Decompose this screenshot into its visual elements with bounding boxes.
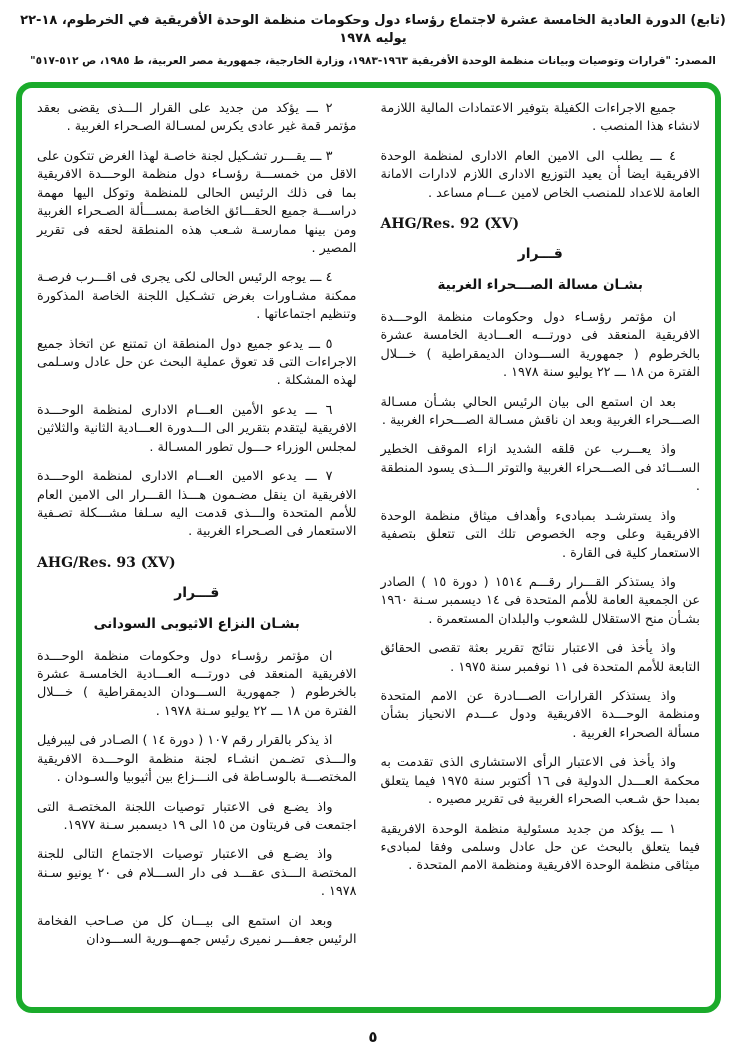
document-frame — [16, 82, 721, 1013]
column-left — [37, 100, 357, 995]
page-header — [10, 12, 736, 67]
paragraph: واذ يأخذ فى الاعتبار نتائج تقرير بعثة تقصى الحقائق التابعة للأمم المتحدة فى ١١ نوفمبر سنة ١٩٧٥ . — [380, 641, 700, 675]
paragraph: واذ يسترشـد بمبادىء وأهداف ميثاق منظمة الوحدة الافريقية وعلى وجه الخصوص تلك التى تتعلق بتصفية الاستعمار كلية فى القارة . — [380, 508, 700, 561]
resolution-subject-ethiopia-sudan: بشـان النزاع الاثيوبى السودانى — [93, 616, 300, 633]
paragraph-preamble: ان مؤتمر رؤسـاء دول وحكومات منظمة الوحـــدة الافريقية المنعقد فى دورتـــه العـــادية الخامسة عشرة بالخرطوم ( جمهورية الســـودان الديمقراطية ) خـــلال الفترة من ١٨ ـــ ٢٢ يوليو سنة ١٩٧٨ . — [380, 309, 700, 381]
paragraph-item-4: ٤ ـــ يطلب الى الامين العام الادارى لمنظمة الوحدة الافريقية ايضا أن يعيد التوزيع الادارى اللازم لادارات الامانة العامة للاعداد للمنصب الخاص لامين عـــام مساعد . — [380, 148, 700, 201]
header-session-title: (تابع) الدورة العادية الخامسة عشرة لاجتماع رؤساء دول وحكومات منظمة الوحدة الأفريقية في الخرطوم، ١٨-٢٢ يوليه ١٩٧٨ — [20, 13, 726, 47]
paragraph: وبعد ان استمع الى بيـــان كل من صـاحب الفخامة الرئيس جعفـــر نميرى رئيس جمهـــورية الســـودان — [37, 913, 357, 948]
resolution-heading: قـــرار — [517, 246, 563, 263]
header-source-citation: المصدر: "قرارات وتوصيات وبيانات منظمة الوحدة الأفريقية ١٩٦٣-١٩٨٣، وزارة الخارجية، جمهورية مصر العربية، ط ١٩٨٥، ص ٥١٢-٥١٧" — [30, 55, 716, 68]
paragraph: اذ يذكر بالقرار رقم ١٠٧ ( دورة ١٤ ) الصـادر فى ليبرفيل والـــذى تضـمن انشـاء لجنة منظمة الوحـــدة الافريقية المختصـــة بالوسـاطة فى النـــزاع بين أثيوبيا والسـودان . — [37, 733, 357, 786]
resolution-subject-western-sahara: بشـان مسالة الصـــحراء الغربية — [437, 277, 643, 294]
paragraph-item-5: ٥ ـــ يدعو جميع دول المنطقة ان تمتنع عن اتخاذ جميع الاجراءات التى قد تعوق عملية البحث عن حل عادل وسـلمى لهذه المشكلة . — [37, 336, 357, 389]
paragraph: واذ يستذكر القـــرار رقـــم ١٥١٤ ( دورة ١٥ ) الصادر عن الجمعية العامة للأمم المتحدة فى ١٤ ديسمبر سـنة ١٩٦٠ بشـأن منح الاستقلال للشعوب والبلدان المستعمرة . — [380, 574, 700, 627]
page-number: ٥ — [368, 1028, 378, 1046]
paragraph: واذ يضـع فى الاعتبار توصيات اللجنة المختصـة التى اجتمعت فى فريتاون من ١٥ الى ١٩ ديسمبر سـنة ١٩٧٧. — [37, 799, 357, 833]
paragraph-item-6: ٦ ـــ يدعو الأمين العـــام الادارى لمنظمة الوحـــدة الافريقية ليتقدم بتقرير الى الـــدورة العـــادية الثانية والثلاثين لمجلس الوزراء حـــول تطور المسـالة . — [37, 402, 357, 455]
paragraph-continuation: جميع الاجراءات الكفيلة بتوفير الاعتمادات المالية اللازمة لانشاء هذا المنصب . — [380, 101, 700, 135]
resolution-heading: قـــرار — [174, 585, 220, 602]
paragraph-item-7: ٧ ـــ يدعو الامين العـــام الادارى لمنظمة الوحـــدة الافريقية ان ينقل مضـمون هـــذا القـــرار الى الامين العام للأمم المتحدة والـــذى قدمت اليه سـلفا مشـــكلة تصـفية الاستعمار فى الصـحراء الغربية . — [37, 469, 357, 540]
paragraph: بعد ان استمع الى بيان الرئيس الحالي بشـأن مسـالة الصـــحراء الغربية وبعد ان ناقش مسـالة الصـــحراء الغربية . — [380, 394, 700, 428]
resolution-code-93: AHG/Res. 93 (XV) — [37, 554, 176, 571]
paragraph: واذ يأخذ فى الاعتبار الرأى الاستشارى الذى تقدمت به محكمة العـــدل الدولية فى ١٦ أكتوبر سنة ١٩٧٥ فيما يتعلق بمبدا حق شـعب الصحراء الغربية فى تقرير مصيره . — [380, 755, 701, 808]
paragraph: واذ يستذكر القرارات الصـــادرة عن الامم المتحدة ومنظمة الوحـــدة الافريقية ودول عـــدم الانحياز بشأن مسألة الصحراء الغربية . — [380, 689, 700, 741]
resolution-code-92: AHG/Res. 92 (XV) — [380, 216, 520, 233]
column-right — [381, 100, 701, 995]
paragraph-preamble: ان مؤتمر رؤسـاء دول وحكومات منظمة الوحـــدة الافريقية المنعقد فى دورتـــه العـــادية الخامسـة عشرة بالخرطوم ( جمهورية الســـودان الديمقراطية ) خـــلال الفترة من ١٨ ـــ ٢٢ يوليو سـنة ١٩٧٨ . — [37, 648, 357, 719]
paragraph: واذ يعـــرب عن قلقه الشديد ازاء الموقف الخطير الســـائد فى الصـــحراء الغربية والتوتر الـــذى يسود المنطقة . — [380, 442, 700, 495]
paragraph-item-1: ١ ـــ يؤكد من جديد مسئولية منظمة الوحدة الافريقية فيما يتعلق بالبحث عن حل عادل وسلمى وفقا لمبادىء ميثاقى منظمة الوحدة الافريقية ومنظمة الامم المتحدة . — [380, 821, 700, 874]
paragraph-item-4: ٤ ـــ يوجه الرئيس الحالى لكى يجرى فى اقـــرب فرصـة ممكنة مشـاورات بغرض تشـكيل اللجنة الخاصة المذكورة وتنظيم اجتماعاتها . — [37, 270, 357, 323]
paragraph-item-2: ٢ ـــ يؤكد من جديد على القرار الـــذى يقضى بعقد مؤتمر قمة غير عادى يكرس لمسـالة الصـحراء الغربية . — [37, 101, 357, 135]
paragraph: واذ يضـع فى الاعتبار توصيات الاجتماع التالى للجنة المختصة الـــذى عقـــد فى دار الســـلام فى ٢٠ يونيو سـنة ١٩٧٨ . — [37, 847, 357, 900]
paragraph-item-3: ٣ ـــ يقـــرر تشـكيل لجنة خاصـة لهذا الغرض تتكون على الاقل من خمســـة رؤسـاء دول منظمة الوحـــدة الافريقية بما فى ذلك الرئيس الحالى للمنظمة وتوكل اليها مهمة دراســـة جميع الحقـــائق الخاصة بمســـألة الصـحراء الغربية ومن بينها ممارسـة شـعب هذه المنطقة لحقه فى تقرير المصير . — [37, 148, 357, 256]
